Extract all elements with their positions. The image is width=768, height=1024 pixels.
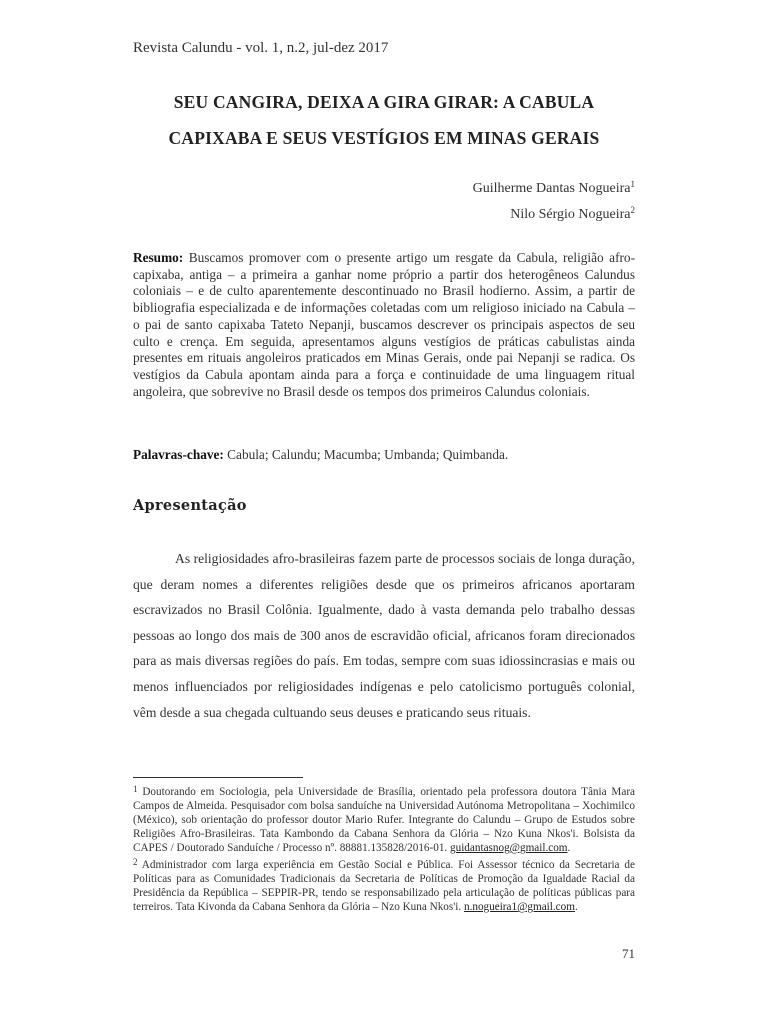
footnotes	[133, 782, 635, 914]
email-link[interactable]: guidantasnog@gmail.com	[450, 842, 568, 854]
title-line-2: CAPIXABA E SEUS VESTÍGIOS EM MINAS GERAIS	[168, 128, 600, 148]
footnote-number: 1	[133, 784, 138, 794]
footnote-text: Doutorando em Sociologia, pela Universidade de Brasília, orientado pela professora doutora Tânia Mara Campos de Almeida. Pesquisador com bolsa sanduíche na Universidad Autónoma Metropolitana – Xochimilco (México), sob orientação do professor doutor Mario Rufer. Integrante do Calundu – Grupo de Estudos sobre Religiões Afro-Brasileiras. Tata Kambondo da Cabana Senhora da Glória – Nzo Kuna Nkos'i. Bolsista da CAPES / Doutorado Sanduíche / Processo nº. 88881.135828/2016-01.	[133, 786, 636, 854]
author-list	[473, 176, 635, 228]
author-name: Guilherme Dantas Nogueira	[472, 181, 631, 196]
footnote-text: Administrador com larga experiência em Gestão Social e Pública. Foi Assessor técnico da Secretaria de Políticas para as Comunidades Tradicionais da Secretaria de Políticas de Promoção da Igualdade Racial da Presidência da República – SEPPIR-PR, tendo se responsabilizado pela articulação de políticas públicas para terreiros. Tata Kivonda da Cabana Senhora da Glória – Nzo Kuna Nkos'i.	[133, 859, 635, 913]
author-1	[473, 176, 635, 202]
abstract	[133, 250, 635, 400]
author-2	[473, 202, 635, 228]
keywords-text: Cabula; Calundu; Macumba; Umbanda; Quimbanda.	[227, 447, 509, 462]
footnote-divider	[133, 777, 303, 778]
footnote-number: 2	[133, 857, 138, 867]
body-paragraph: As religiosidades afro-brasileiras fazem parte de processos sociais de longa duração, que deram nomes a diferentes religiões desde que os primeiros africanos aportaram escravizados no Brasil Colônia. Igualmente, dado à vasta demanda pelo trabalho dessas pessoas ao longo dos mais de 300 anos de escravidão oficial, africanos foram direcionados para as mais diversas regiões do país. Em todas, sempre com suas idiossincrasias e mais ou menos influenciados por religiosidades indígenas e pelo catolicismo português colonial, vêm desde a sua chegada cultuando seus deuses e praticando seus rituais.	[133, 551, 635, 720]
title-line-1: SEU CANGIRA, DEIXA A GIRA GIRAR: A CABULA	[173, 92, 595, 112]
section-heading: Apresentação	[133, 497, 247, 514]
abstract-label: Resumo:	[133, 250, 184, 265]
page-number: 71	[622, 946, 635, 961]
footnote-marker[interactable]: 1	[630, 179, 635, 189]
footnote-marker[interactable]: 2	[630, 205, 635, 215]
author-name: Nilo Sérgio Nogueira	[510, 207, 631, 222]
journal-header: Revista Calundu - vol. 1, n.2, jul-dez 2017	[133, 40, 389, 56]
email-link[interactable]: n.nogueira1@gmail.com	[463, 901, 575, 913]
article-title	[100, 84, 668, 156]
footnote-1: $^1$ Doutorando em Sociologia, pela Universidade de Brasília, orientado pela professora doutora Tânia Mara Campos de Almeida. Pesquisador com bolsa sanduíche na Universidad Autónoma Metropolitana – Xochimilco (México), sob orientação do professor doutor Mario Rufer. Integrante do Calundu – Grupo de Estudos sobre Religiões Afro-Brasileiras. Tata Kambondo da Cabana Senhora da Glória – Nzo Kuna Nkos'i. Bolsista da CAPES / Doutorado Sanduíche / Processo nº. 88881.135828/2016-01. guidantasnog@gmail.com.	[133, 784, 636, 854]
abstract-text: Buscamos promover com o presente artigo um resgate da Cabula, religião afro-capixaba, antiga – a primeira a ganhar nome próprio a partir dos heterogêneos Calundus coloniais – e de culto aparentemente descontinuado no Brasil hodierno. Assim, a partir de bibliografia especializada e de informações coletadas com um religioso iniciado na Cabula – o pai de santo capixaba Tateto Nepanji, buscamos descrever os principais aspectos de seu culto e crença. Em seguida, apresentamos alguns vestígios de práticas cabulistas ainda presentes em rituais angoleiros praticados em Minas Gerais, onde pai Nepanji se radica. Os vestígios da Cabula apontam ainda para a força e continuidade de uma linguagem ritual angoleira, que sobrevive no Brasil desde os tempos dos primeiros Calundus coloniais.	[133, 250, 635, 399]
keywords	[133, 446, 635, 463]
keywords-label: Palavras-chave:	[133, 447, 224, 462]
footnote-2: $^2$ Administrador com larga experiência em Gestão Social e Pública. Foi Assessor técnico da Secretaria de Políticas para as Comunidades Tradicionais da Secretaria de Políticas de Promoção da Igualdade Racial da Presidência da República – SEPPIR-PR, tendo se responsabilizado pela articulação de políticas públicas para terreiros. Tata Kivonda da Cabana Senhora da Glória – Nzo Kuna Nkos'i. n.nogueira1@gmail.com.	[133, 857, 635, 913]
